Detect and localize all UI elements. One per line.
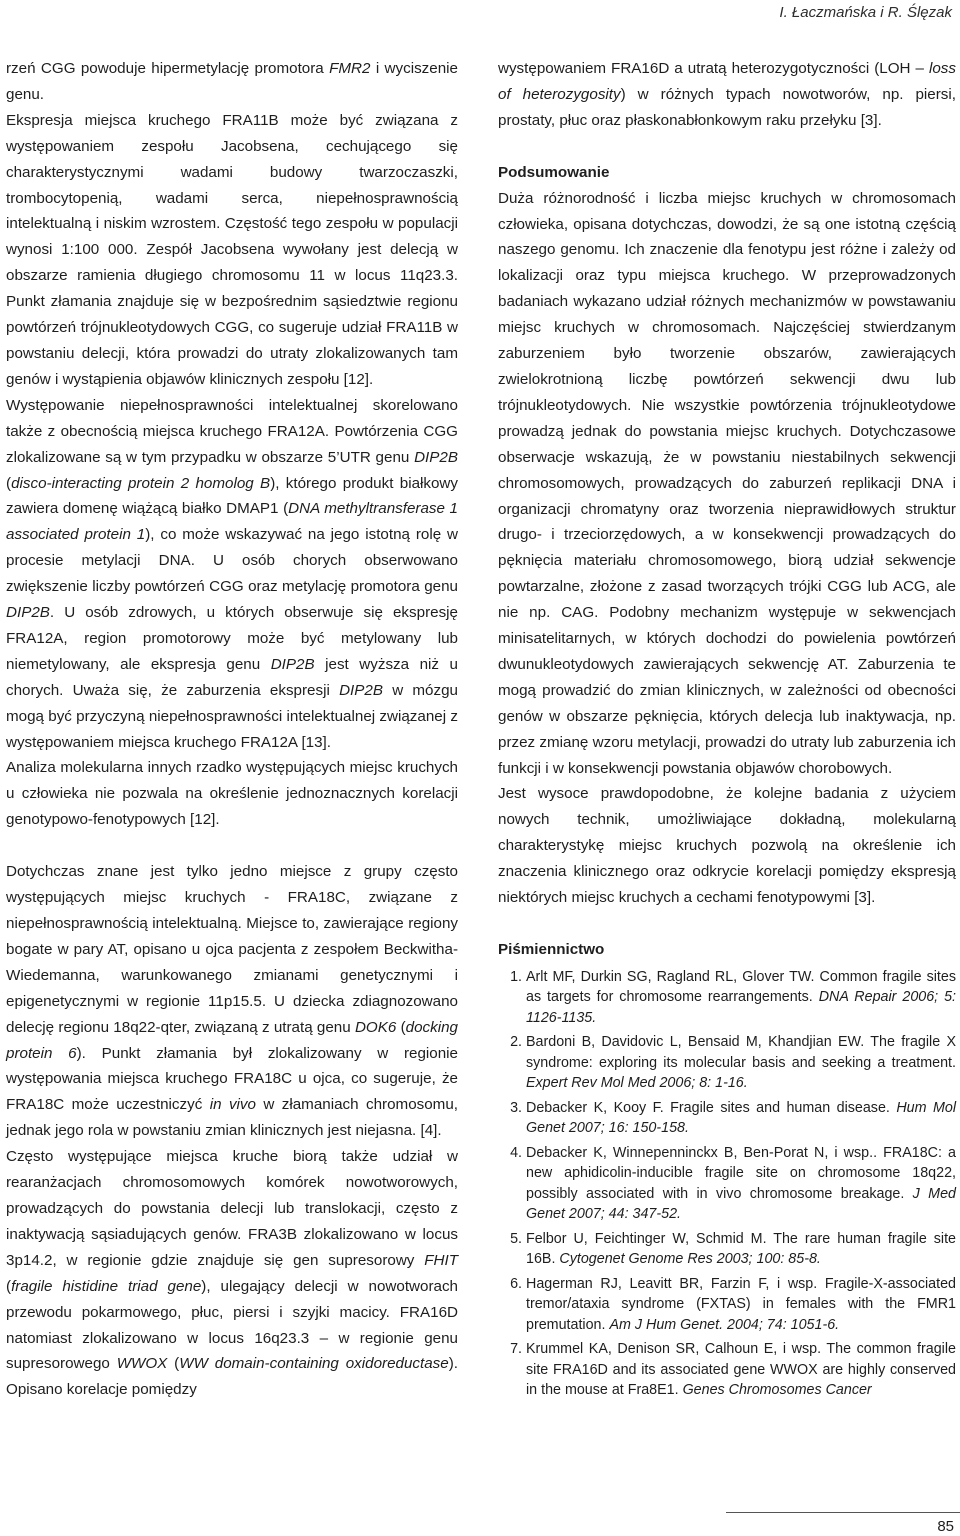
reference-item: 5. Felbor U, Feichtinger W, Schmid M. The rare human fragile site 16B. Cytogenet Genome Res 2003; 100: 85-8. — [526, 1229, 956, 1270]
section-heading-summary: Podsumowanie — [498, 163, 610, 181]
paragraph: rzeń CGG powoduje hipermetylację promotora FMR2 i wyciszenie genu. — [6, 60, 458, 103]
reference-item: 3. Debacker K, Kooy F. Fragile sites and human disease. Hum Mol Genet 2007; 16: 150-158. — [526, 1098, 956, 1139]
paragraph: Występowanie niepełnosprawności intelektualnej skorelowano także z obecnością miejsca kruchego FRA12A. Powtórzenia CGG zlokalizowane są w tym przypadku w obszarze 5’UTR genu DIP2B (disco-interacting protein 2 homolog B), którego produkt białkowy zawiera domenę wiążącą białko DMAP1 (DNA methyltransferase 1 associated protein 1), co może wskazywać na jego istotną rolę w procesie metylacji DNA. U osób chorych obserwowano zwiększenie liczby powtórzeń CGG oraz metylację promotora genu DIP2B. U osób zdrowych, u których obserwuje się ekspresję FRA12A, region promotorowy może być metylowany lub niemetylowany, ale ekspresja genu DIP2B jest wyższa niż u chorych. Uważa się, że zaburzenia ekspresji DIP2B w mózgu mogą być przyczyną niepełnosprawności intelektualnej związanej z występowaniem miejsca kruchego FRA12A [13]. — [6, 396, 458, 751]
reference-list — [498, 967, 956, 1401]
left-column — [6, 56, 458, 1403]
running-header: I. Łaczmańska i R. Ślęzak — [779, 4, 952, 21]
paragraph: występowaniem FRA16D a utratą heterozygotyczności (LOH – loss of heterozygosity) w różnych typach nowotworów, np. piersi, prostaty, płuc oraz płaskonabłonkowym raku przełyku [3]. — [498, 60, 956, 129]
footer-rule — [726, 1512, 960, 1513]
paragraph: Dotychczas znane jest tylko jedno miejsce z grupy często występujących miejsc kruchych - FRA18C, związane z niepełnosprawnością intelektualną. Miejsce to, zawierające regiony bogate w pary AT, opisano u ojca pacjenta z zespołem Beckwitha-Wiedemanna, warunkowanego zmianami genetycznymi i epigenetycznymi w regionie 11p15.5. U dziecka zdiagnozowano delecję regionu 18q22-qter, związaną z utratą genu DOK6 (docking protein 6). Punkt złamania był zlokalizowany w regionie występowania miejsca kruchego FRA18C u ojca, co sugeruje, że FRA18C może uczestniczyć in vivo w złamaniach chromosomu, jednak jego rola w powstaniu zmian klinicznych jest niejasna. [4]. — [6, 863, 458, 1140]
paragraph: Ekspresja miejsca kruchego FRA11B może być związana z występowaniem zespołu Jacobsena, cechującego się charakterystycznymi wadami budowy twarzoczaszki, trombocytopenią, wadami serca, niepełnosprawnością intelektualną i niskim wzrostem. Częstość tego zespołu w populacji wynosi 1:100 000. Zespół Jacobsena wywołany jest delecją w obszarze ramienia długiego chromosomu 11 w locus 11q23.3. Punkt złamania znajduje się w bezpośrednim sąsiedztwie regionu powtórzeń trójnukleotydowych CGG, co sugeruje udział FRA11B w powstaniu delecji, która prowadzi do utraty zlokalizowanych tam genów i wystąpienia objawów klinicznych zespołu [12]. — [6, 111, 458, 388]
reference-item: 6. Hagerman RJ, Leavitt BR, Farzin F, i wsp. Fragile-X-associated tremor/ataxia syndrome (FXTAS) in females with the FMR1 premutation. Am J Hum Genet. 2004; 74: 1051-6. — [526, 1274, 956, 1336]
section-heading-references: Piśmiennictwo — [498, 941, 605, 958]
reference-item: 2. Bardoni B, Davidovic L, Bensaid M, Khandjian EW. The fragile X syndrome: exploring its molecular basis and seeking a treatment. Expert Rev Mol Med 2006; 8: 1-16. — [526, 1032, 956, 1094]
paragraph: Duża różnorodność i liczba miejsc kruchych w chromosomach człowieka, opisana dotychczas, dowodzi, że są one istotną częścią naszego genomu. Ich znaczenie dla fenotypu jest różne i zależy od lokalizacji oraz typu miejsca kruchego. W przeprowadzonych badaniach wykazano udział różnych mechanizmów w powstawaniu miejsc kruchych w chromosomach. Najczęściej stwierdzanym zaburzeniem było tworzenie obszarów, zawierających zwielokrotnioną liczbę powtórzeń sekwencji dwu lub trójnukleotydowych. Nie wszystkie powtórzenia trójnukleotydowe prowadzą jednak do powstania miejsc kruchych. Dotychczasowe obserwacje wskazują, że w powstaniu niestabilnych sekwencji chromosomowych, prowadzących do zaburzeń replikacji DNA i organizacji chromatyny oraz tworzenia nieprawidłowych struktur drugo- i trzeciorzędowych, a w konsekwencji prowadzących do pęknięcia materiału chromosomowego, biorą udział sekwencje powtarzalne, złożone z zasad tworzących trójki CGG lub ACG, ale nie np. CAG. Podobny mechanizm występuje w sekwencjach minisatelitarnych, w których dochodzi do powielenia powtórzeń dwunukleotydowych zawierających sekwencję AT. Zaburzenia te mogą prowadzić do zmian klinicznych, w zależności od obecności genów w obszarze pęknięcia, których delecja lub inaktywacja, np. przez zmianę wzoru metylacji, prowadzi do utraty lub zaburzenia ich funkcji i w konsekwencji powstania objawów chorobowych. — [498, 189, 956, 777]
reference-item: 7. Krummel KA, Denison SR, Calhoun E, i wsp. The common fragile site FRA16D and its associated gene WWOX are highly conserved in the mouse at Fra8E1. Genes Chromosomes Cancer — [526, 1339, 956, 1401]
paragraph: Analiza molekularna innych rzadko występujących miejsc kruchych u człowieka nie pozwala na określenie jednoznacznych korelacji genotypowo-fenotypowych [12]. — [6, 759, 458, 829]
reference-item: 1. Arlt MF, Durkin SG, Ragland RL, Glover TW. Common fragile sites as targets for chromosome rearrangements. DNA Repair 2006; 5: 1126-1135. — [526, 967, 956, 1029]
paragraph: Często występujące miejsca kruche biorą także udział w rearanżacjach chromosomowych komórek nowotworowych, prowadzących do powstania delecji lub translokacji, często z inaktywacją sąsiadujących genów. FRA3B zlokalizowano w locus 3p14.2, w regionie gdzie znajduje się gen supresorowy FHIT (fragile histidine triad gene), ulegający delecji w nowotworach przewodu pokarmowego, płuc, piersi i szyjki macicy. FRA16D natomiast zlokalizowano w locus 16q23.3 – w regionie genu supresorowego WWOX (WW domain-containing oxidoreductase). Opisano korelacje pomiędzy — [6, 1148, 458, 1399]
reference-item: 4. Debacker K, Winnepenninckx B, Ben-Porat N, i wsp.. FRA18C: a new aphidicolin-inducible fragile site on chromosome 18q22, possibly associated with in vivo chromosome breakage. J Med Genet 2007; 44: 347-52. — [526, 1143, 956, 1225]
page-number: 85 — [937, 1518, 954, 1535]
paragraph: Jest wysoce prawdopodobne, że kolejne badania z użyciem nowych technik, umożliwiające dokładną, molekularną charakterystykę miejsc kruchych pozwolą na określenie ich znaczenia klinicznego oraz odkrycie korelacji pomiędzy ekspresją niektórych miejsc kruchych a cechami fenotypowymi [3]. — [498, 785, 956, 907]
right-column — [498, 56, 956, 1405]
